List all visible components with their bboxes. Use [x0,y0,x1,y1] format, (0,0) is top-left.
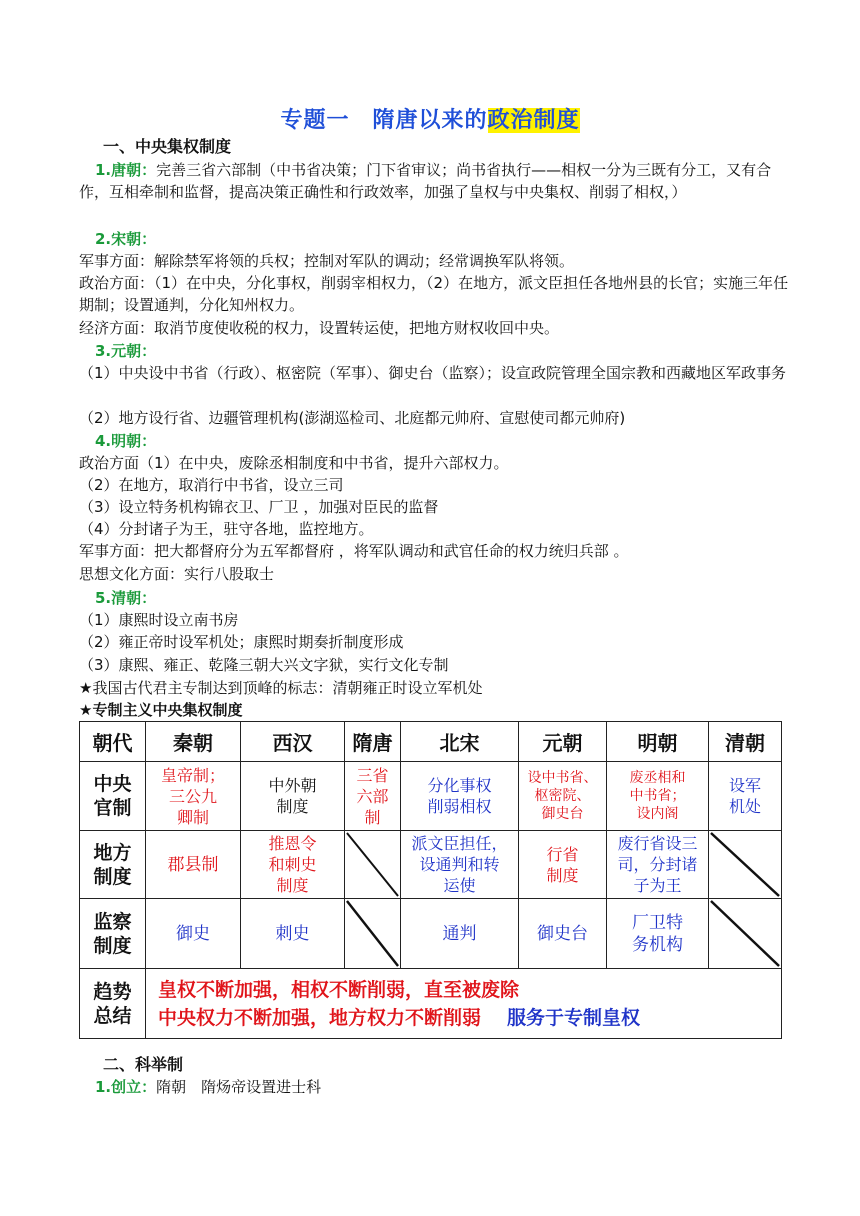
trend-line-2a: 中央权力不断加强，地方权力不断削弱 [158,1006,482,1029]
ming-line-3: （3）设立特务机构锦衣卫、厂卫 ，加强对臣民的监督 [79,498,439,516]
row-trend [80,969,782,1039]
cell-central-qing: 设军 机处 [709,762,782,831]
cell-central-yuan: 设中书省、 枢密院、 御史台 [519,762,607,831]
cell-supervise-yuan: 御史台 [519,899,607,969]
cell-supervise-qing-empty [709,899,782,969]
tang-text: 完善三省六部制（中书省决策；门下省审议；尚书省执行——相权一分为三既有分工，又有合作，互相牵制和监督，提高决策正确性和行政效率，加强了皇权与中央集权、削弱了相权，） [79,161,772,201]
header-suitang: 隋唐 [345,722,401,762]
ming-line-2: （2）在地方，取消行中书省，设立三司 [79,476,344,494]
header-ming: 明朝 [607,722,709,762]
qing-heading-line [79,587,791,609]
cell-local-suitang-empty [345,831,401,899]
cell-local-qing-empty [709,831,782,899]
yuan-central: （1）中央设中书省（行政）、枢密院（军事）、御史台（监察）；设宣政院管理全国宗教和西藏地区军政事务 [79,364,787,382]
row-label-trend: 趋势 总结 [80,969,146,1039]
cell-supervise-suitang-empty [345,899,401,969]
cell-supervise-song: 通判 [401,899,519,969]
cell-trend-summary [146,969,782,1039]
cell-local-han: 推恩令 和刺史 制度 [241,831,345,899]
song-heading-line [79,228,791,250]
title-highlight: 政治制度 [487,108,580,133]
yuan-heading-line [79,340,791,362]
header-qing: 清朝 [709,722,782,762]
cell-local-ming: 废行省设三 司，分封诸 子为王 [607,831,709,899]
cell-central-song: 分化事权 削弱相权 [401,762,519,831]
cell-central-han: 中外朝 制度 [241,762,345,831]
title-main: 专题一 隋唐以来的 [280,108,488,133]
cell-central-suitang: 三省 六部 制 [345,762,401,831]
row-label-supervise: 监察 制度 [80,899,146,969]
qing-line-1: （1）康熙时设立南书房 [79,611,239,629]
header-yuan: 元朝 [519,722,607,762]
row-supervise [80,899,782,969]
diagonal-slash [345,899,400,968]
header-dynasty: 朝代 [80,722,146,762]
trend-line-2 [158,1004,781,1032]
diagonal-slash [709,831,781,898]
diagonal-slash [345,831,400,898]
trend-line-2b: 服务于专制皇权 [507,1006,641,1029]
tang-heading: 1.唐朝： [95,161,157,179]
song-military: 军事方面：解除禁军将领的兵权；控制对军队的调动；经常调换军队将领。 [79,252,575,270]
table-header-row [80,722,782,762]
section-heading-keju: 二、科举制 [103,1055,184,1074]
keju-heading: 1.创立： [95,1078,157,1096]
row-local [80,831,782,899]
peak-sign-note: ★我国古代君主专制达到顶峰的标志：清朝雍正时设立军机处 [79,679,483,697]
row-label-local: 地方 制度 [80,831,146,899]
ming-line-6: 思想文化方面：实行八股取士 [79,565,275,583]
cell-supervise-qin: 御史 [146,899,241,969]
ming-heading: 4.明朝： [95,432,157,450]
cell-supervise-ming: 厂卫特 务机构 [607,899,709,969]
cell-supervise-han: 刺史 [241,899,345,969]
song-heading: 2.宋朝： [95,230,157,248]
song-economic: 经济方面：取消节度使收税的权力，设置转运使，把地方财权收回中央。 [79,319,560,337]
diagonal-slash [709,899,781,968]
qing-heading: 5.清朝： [95,589,157,607]
qing-line-2: （2）雍正帝时设军机处；康熙时期奏折制度形成 [79,633,404,651]
yuan-heading: 3.元朝： [95,342,157,360]
cell-local-song: 派文臣担任， 设通判和转 运使 [401,831,519,899]
ming-heading-line [79,430,791,452]
header-qin: 秦朝 [146,722,241,762]
yuan-local: （2）地方设行省、边疆管理机构(澎湖巡检司、北庭都元帅府、宣慰使司都元帅府) [79,409,626,427]
header-song: 北宋 [401,722,519,762]
row-central [80,762,782,831]
page-title [0,103,860,134]
header-han: 西汉 [241,722,345,762]
song-political: 政治方面：（1）在中央，分化事权，削弱宰相权力，（2）在地方，派文臣担任各地州县的长官；实施三年任期制；设置通判，分化知州权力。 [79,274,789,314]
cell-central-ming: 废丞相和 中书省； 设内阁 [607,762,709,831]
cell-central-qin: 皇帝制； 三公九 卿制 [146,762,241,831]
ming-line-1: 政治方面（1）在中央，废除丞相制度和中书省，提升六部权力。 [79,454,509,472]
table-caption: ★专制主义中央集权制度 [79,701,243,719]
ming-line-4: （4）分封诸子为王，驻守各地，监控地方。 [79,520,374,538]
tang-paragraph [79,159,791,203]
ming-line-5: 军事方面：把大都督府分为五军都督府 ，将军队调动和武官任命的权力统归兵部 。 [79,542,629,560]
centralization-table [79,721,782,1039]
cell-local-yuan: 行省 制度 [519,831,607,899]
section-heading-centralization: 一、中央集权制度 [103,137,232,156]
cell-local-qin: 郡县制 [146,831,241,899]
keju-text: 隋朝 隋炀帝设置进士科 [156,1078,322,1096]
row-label-central: 中央 官制 [80,762,146,831]
keju-line [79,1076,791,1098]
trend-line-1: 皇权不断加强，相权不断削弱，直至被废除 [158,978,520,1001]
qing-line-3: （3）康熙、雍正、乾隆三朝大兴文字狱，实行文化专制 [79,656,449,674]
